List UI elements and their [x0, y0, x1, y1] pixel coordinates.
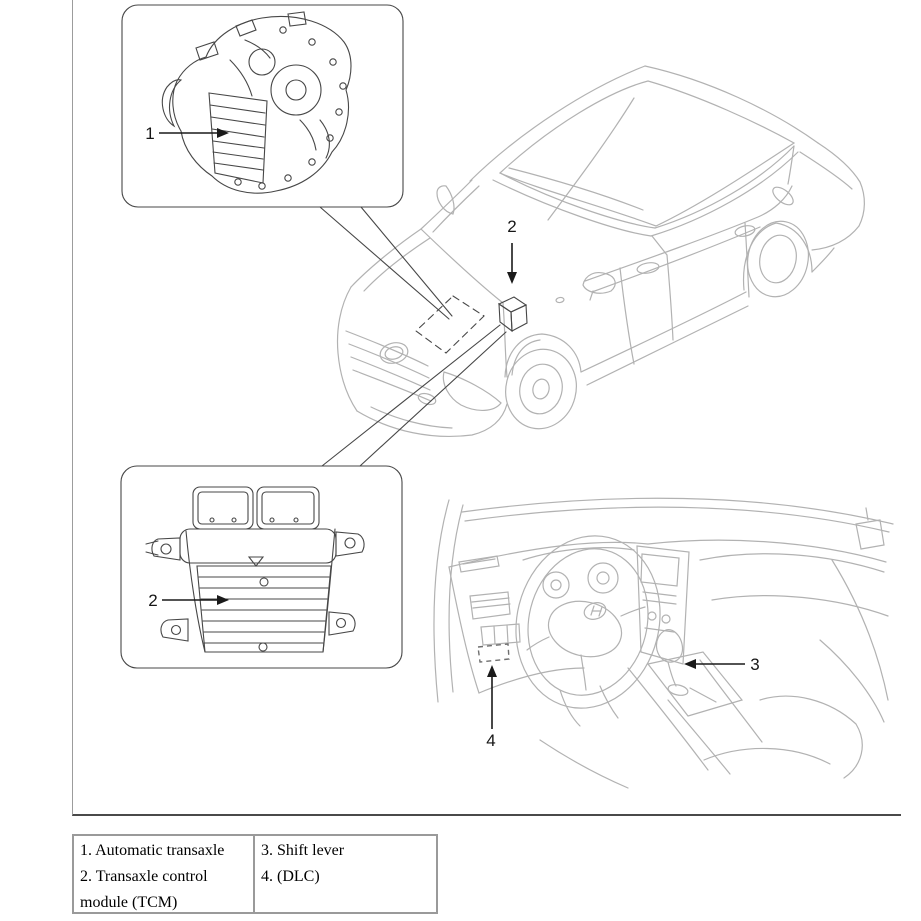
tcm-bracket — [336, 532, 364, 556]
transaxle-drawing — [162, 12, 351, 193]
taillight — [770, 184, 796, 208]
arrowhead-right-icon — [217, 595, 229, 605]
legend-item-automatic-transaxle: 1. Automatic transaxle — [80, 842, 225, 859]
arrowhead-up-icon — [487, 665, 497, 677]
legend-item-shift-lever: 3. Shift lever — [261, 842, 345, 859]
grille-slat — [346, 331, 428, 366]
tcm-bracket — [161, 619, 188, 641]
headlight — [443, 372, 501, 410]
switch-panel — [481, 624, 520, 645]
callout-1-label: 1 — [145, 124, 155, 143]
callout-structure — [121, 5, 506, 668]
gauge-left — [543, 572, 569, 598]
tcm-bracket — [329, 612, 355, 635]
tcm-connector-left — [193, 487, 253, 529]
rear-wheel — [741, 216, 815, 303]
tcm-heatsink — [197, 566, 331, 652]
callout-4-label: 4 — [486, 731, 496, 750]
seat-outline — [760, 696, 862, 778]
dlc-dashed-target — [478, 644, 509, 662]
center-display — [641, 554, 679, 586]
legend-item-dlc: 4. (DLC) — [261, 868, 320, 885]
callout-3-label: 3 — [750, 655, 760, 674]
tcm-connector-right — [257, 487, 319, 529]
car-exterior-drawing — [338, 66, 865, 436]
legend-cell-right — [255, 836, 436, 912]
transaxle-tail-line — [361, 207, 452, 316]
legend-table — [72, 834, 438, 914]
arrowhead-left-icon — [684, 659, 696, 669]
callout-2-module-label: 2 — [148, 591, 158, 610]
car-interior-drawing — [434, 498, 893, 788]
transaxle-tail-line — [320, 207, 449, 319]
tcm-tail-line — [360, 332, 506, 466]
rearview-mirror — [856, 520, 884, 549]
callout-2-car-label: 2 — [507, 217, 517, 236]
transaxle-callout-box — [122, 5, 403, 207]
legend-cell-left — [74, 836, 255, 912]
side-air-vent — [470, 592, 510, 619]
arrowhead-down-icon — [507, 272, 517, 284]
gauge-right — [588, 563, 618, 593]
legend-item-tcm: 2. Transaxle control module (TCM) — [80, 868, 208, 911]
tcm-drawing — [146, 487, 364, 652]
hood-dashed-target — [416, 296, 484, 353]
arrowhead-right-icon — [217, 128, 229, 138]
